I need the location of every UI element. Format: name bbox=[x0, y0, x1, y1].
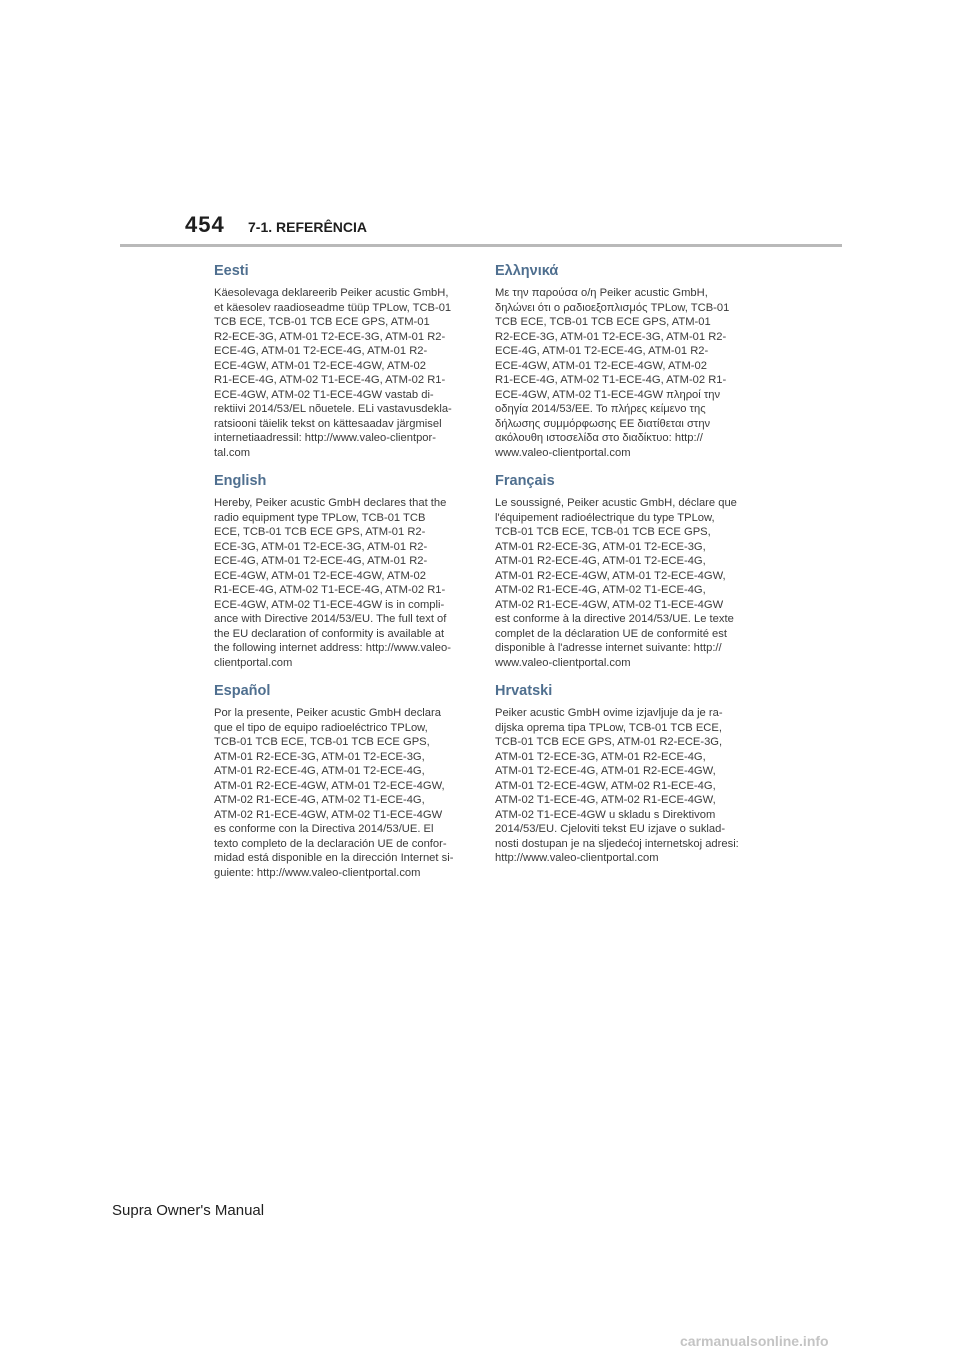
right-column bbox=[495, 262, 747, 878]
section-title: Hrvatski bbox=[495, 683, 553, 699]
section-title: Español bbox=[214, 683, 271, 699]
section-hrvatski bbox=[495, 682, 747, 866]
section-body: Hereby, Peiker acustic GmbH declares that the radio equipment type TPLow, TCB-01 TCB ECE, TCB-01 TCB ECE GPS, ATM-01 R2- ECE-3G, ATM-01 T2-ECE-3G, ATM-01 R2- ECE-4G, ATM-01 T2-ECE-4G, ATM-01 R2- ECE-4GW, ATM-01 T2-ECE-4GW, ATM-02 R1-ECE-4G, ATM-02 T1-ECE-4G, ATM-02 R1- ECE-4GW, ATM-02 T1-ECE-4GW is in compli- ance with Directive 2014/53/EU. The full text of the EU declaration of conformity is available at the following internet address: http://www.valeo- clientportal.com bbox=[214, 497, 451, 669]
section-espanol bbox=[214, 682, 466, 880]
chapter-title: 7-1. REFERÊNCIA bbox=[248, 219, 368, 235]
section-body: Peiker acustic GmbH ovime izjavljuje da je ra- dijska oprema tipa TPLow, TCB-01 TCB ECE, TCB-01 TCB ECE GPS, ATM-01 R2-ECE-3G, ATM-01 T2-ECE-3G, ATM-01 R2-ECE-4G, ATM-01 T2-ECE-4G, ATM-01 R2-ECE-4GW, ATM-01 T2-ECE-4GW, ATM-02 R1-ECE-4G, ATM-02 T1-ECE-4G, ATM-02 R1-ECE-4GW, ATM-02 T1-ECE-4GW u skladu s Direktivom 2014/53/EU. Cjeloviti tekst EU izjave o suklad- nosti dostupan je na sljedećoj internetskoj adresi: http://www.valeo-clientportal.com bbox=[495, 707, 739, 864]
section-body: Por la presente, Peiker acustic GmbH declara que el tipo de equipo radioeléctrico TPLow, TCB-01 TCB ECE, TCB-01 TCB ECE GPS, ATM-01 R2-ECE-3G, ATM-01 T2-ECE-3G, ATM-01 R2-ECE-4G, ATM-01 T2-ECE-4G, ATM-01 R2-ECE-4GW, ATM-01 T2-ECE-4GW, ATM-02 R1-ECE-4G, ATM-02 T1-ECE-4G, ATM-02 R1-ECE-4GW, ATM-02 T1-ECE-4GW es conforme con la Directiva 2014/53/UE. El texto completo de la declaración UE de confor- midad está disponible en la dirección Internet si- guiente: http://www.valeo-clientportal.com bbox=[214, 707, 454, 879]
watermark: carmanualsonline.info bbox=[680, 1333, 829, 1349]
manual-name: Supra Owner's Manual bbox=[112, 1202, 265, 1219]
section-english bbox=[214, 472, 466, 670]
section-body: Käesolevaga deklareerib Peiker acustic GmbH, et käesolev raadioseadme tüüp TPLow, TCB-01 TCB ECE, TCB-01 TCB ECE GPS, ATM-01 R2-ECE-3G, ATM-01 T2-ECE-3G, ATM-01 R2- ECE-4G, ATM-01 T2-ECE-4G, ATM-01 R2- ECE-4GW, ATM-01 T2-ECE-4GW, ATM-02 R1-ECE-4G, ATM-02 T1-ECE-4G, ATM-02 R1- ECE-4GW, ATM-02 T1-ECE-4GW vastab di- rektiivi 2014/53/EL nõuetele. ELi vastavusdekla- ratsiooni täielik tekst on kättesaadav järgmisel internetiaadressil: http://www.valeo-clientpor- tal.com bbox=[214, 287, 452, 459]
section-francais bbox=[495, 472, 747, 670]
section-eesti bbox=[214, 262, 466, 460]
section-title: Français bbox=[495, 473, 555, 489]
section-ellinika bbox=[495, 262, 747, 460]
section-body: Le soussigné, Peiker acustic GmbH, déclare que l'équipement radioélectrique du type TPLow, TCB-01 TCB ECE, TCB-01 TCB ECE GPS, ATM-01 R2-ECE-3G, ATM-01 T2-ECE-3G, ATM-01 R2-ECE-4G, ATM-01 T2-ECE-4G, ATM-01 R2-ECE-4GW, ATM-01 T2-ECE-4GW, ATM-02 R1-ECE-4G, ATM-02 T1-ECE-4G, ATM-02 R1-ECE-4GW, ATM-02 T1-ECE-4GW est conforme à la directive 2014/53/UE. Le texte complet de la déclaration UE de conformité est disponible à l'adresse internet suivante: http:// www.valeo-clientportal.com bbox=[495, 497, 737, 669]
header-divider bbox=[120, 244, 842, 247]
section-title: Eesti bbox=[214, 263, 249, 279]
section-title: English bbox=[214, 473, 267, 489]
page-number: 454 bbox=[185, 212, 225, 237]
section-title: Ελληνικά bbox=[495, 263, 559, 279]
section-body: Με την παρούσα ο/η Peiker acustic GmbH, δηλώνει ότι ο ραδιοεξοπλισμός TPLow, TCB-01 TCB ECE, TCB-01 TCB ECE GPS, ATM-01 R2-ECE-3G, ATM-01 T2-ECE-3G, ATM-01 R2- ECE-4G, ATM-01 T2-ECE-4G, ATM-01 R2- ECE-4GW, ATM-01 T2-ECE-4GW, ATM-02 R1-ECE-4G, ATM-02 T1-ECE-4G, ATM-02 R1- ECE-4GW, ATM-02 T1-ECE-4GW πληροί την οδηγία 2014/53/ΕΕ. Το πλήρες κείμενο της δήλωσης συμμόρφωσης ΕΕ διατίθεται στην ακόλουθη ιστοσελίδα στο διαδίκτυο: http:// www.valeo-clientportal.com bbox=[495, 287, 730, 459]
left-column bbox=[214, 262, 466, 892]
